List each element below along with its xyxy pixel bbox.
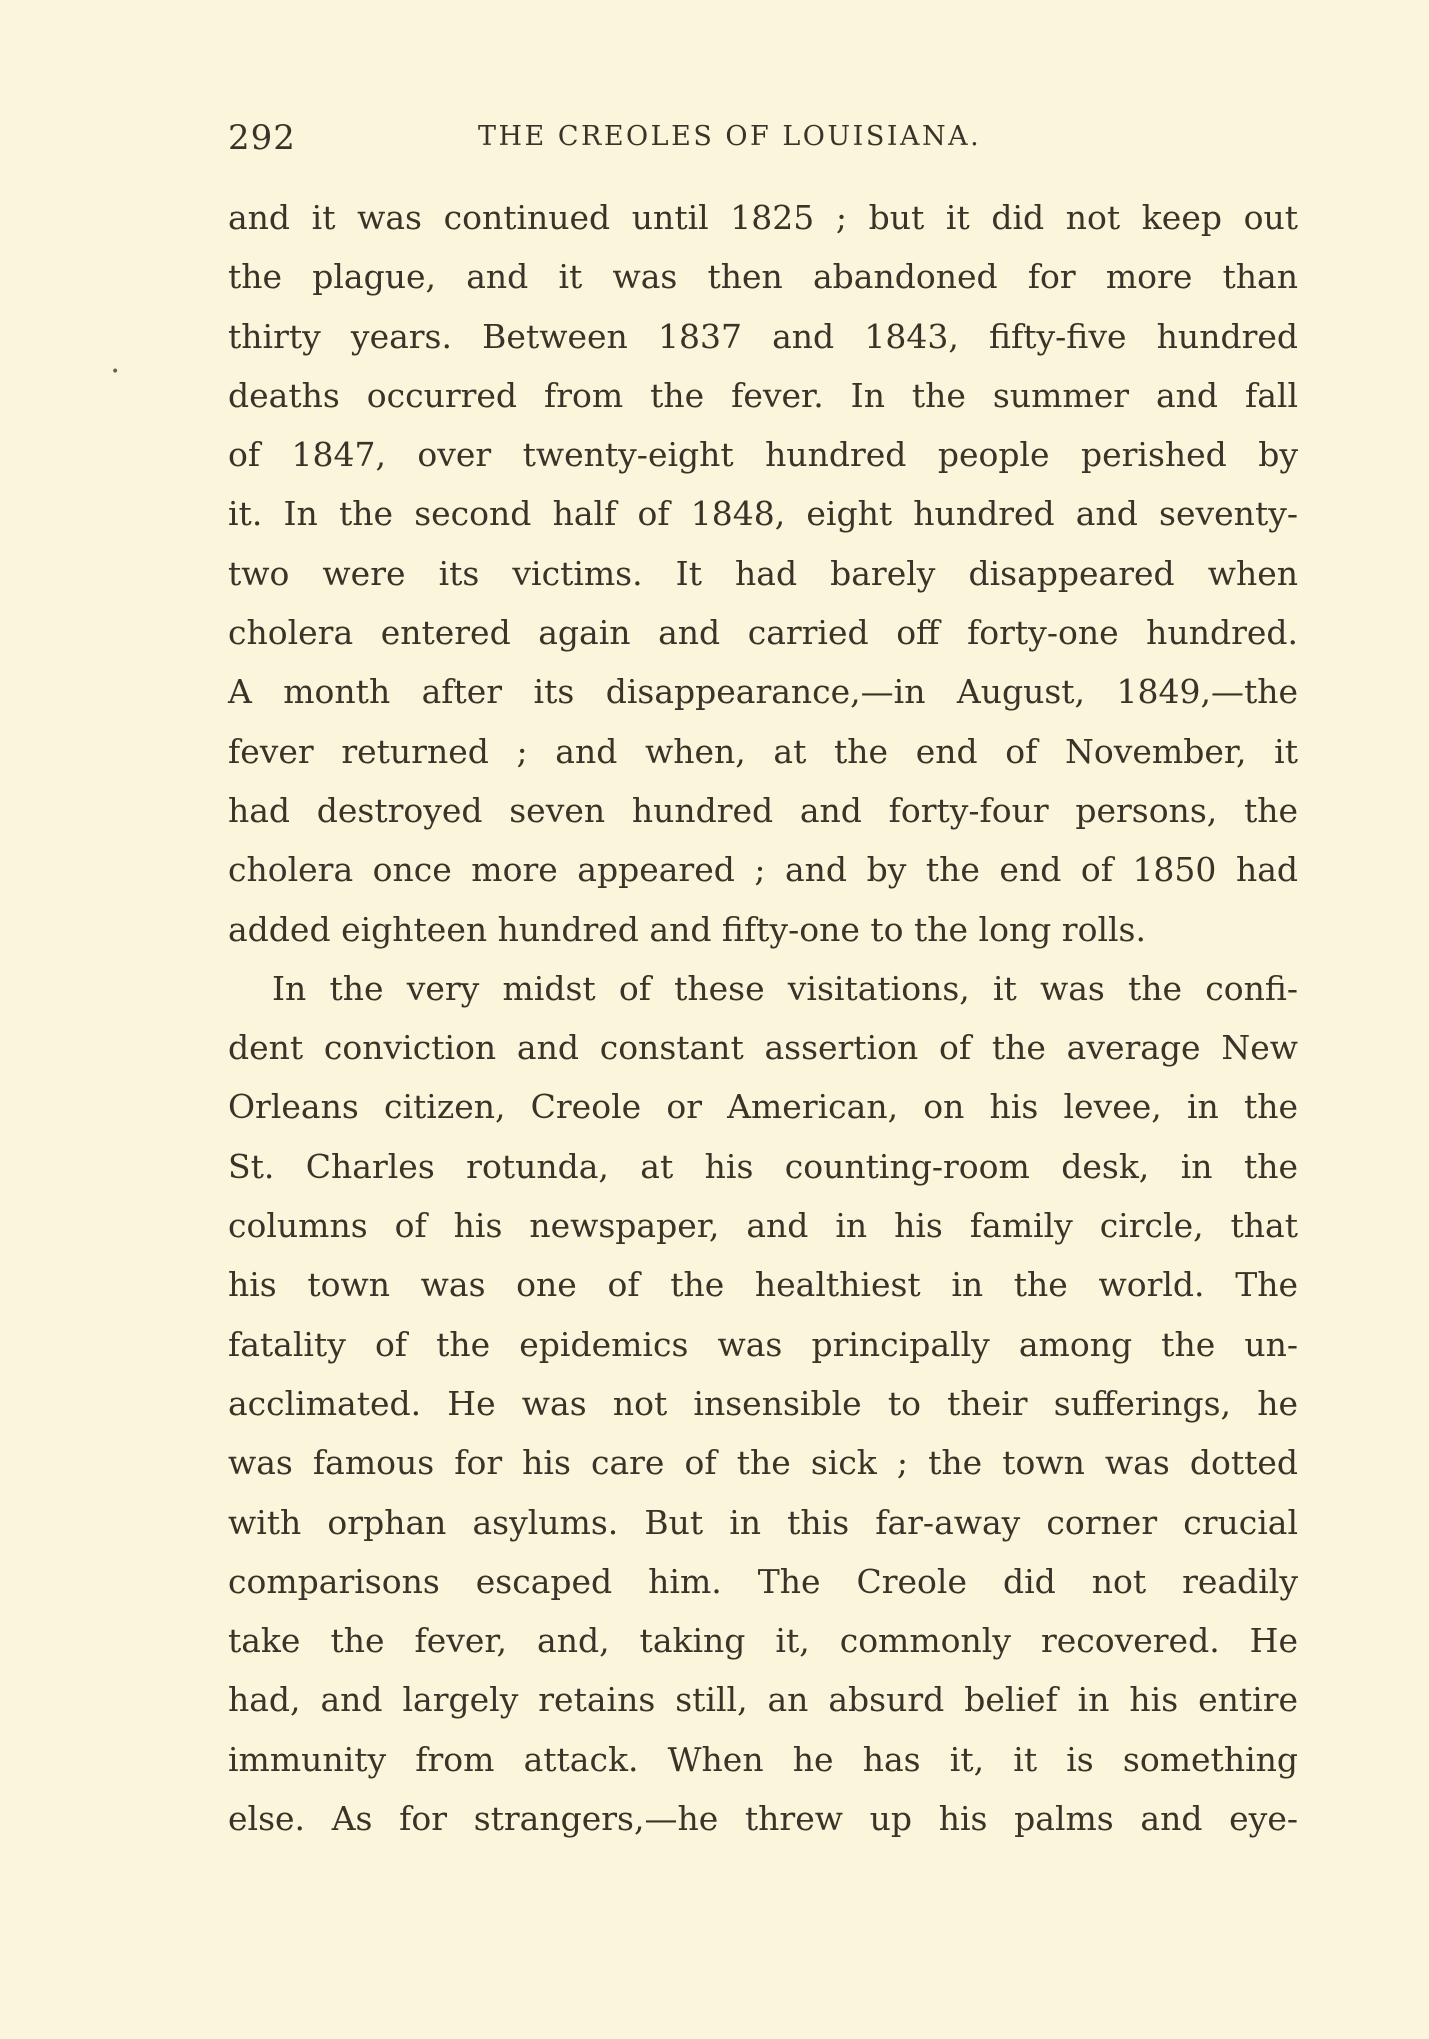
text-line: had destroyed seven hundred and forty-four persons, the [228,790,1298,830]
running-title: THE CREOLES OF LOUISIANA. [478,121,982,152]
text-line: Orleans citizen, Creole or American, on his levee, in the [228,1087,1298,1127]
text-line: acclimated. He was not insensible to their sufferings, he [228,1383,1298,1423]
text-line: thirty years. Between 1837 and 1843, fifty-five hundred [228,316,1298,356]
text-line: cholera entered again and carried off forty-one hundred. [228,613,1298,653]
text-line: was famous for his care of the sick ; the town was dotted [228,1443,1298,1483]
text-line: of 1847, over twenty-eight hundred people perished by [228,435,1298,475]
text-line: and it was continued until 1825 ; but it did not keep out [228,198,1298,237]
text-line: immunity from attack. When he has it, it is something [228,1739,1298,1779]
text-line: two were its victims. It had barely disappeared when [228,553,1298,593]
text-line: take the fever, and, taking it, commonly recovered. He [228,1621,1298,1661]
text-line: the plague, and it was then abandoned for more than [228,257,1298,297]
text-line: A month after its disappearance,—in August, 1849,—the [228,672,1298,712]
text-line: dent conviction and constant assertion of the average New [228,1028,1298,1068]
text-line: it. In the second half of 1848, eight hundred and seventy- [228,494,1298,534]
running-head [228,118,1298,162]
printing-speck: • [111,364,120,380]
text-line: with orphan asylums. But in this far-away corner crucial [228,1502,1298,1542]
text-line: comparisons escaped him. The Creole did not readily [228,1561,1298,1601]
body-text [228,188,1298,1848]
text-line: else. As for strangers,—he threw up his palms and eye- [228,1799,1298,1839]
text-line: added eighteen hundred and fifty-one to the long rolls. [228,909,1146,949]
text-line: had, and largely retains still, an absurd belief in his entire [228,1680,1298,1720]
text-line: St. Charles rotunda, at his counting-room desk, in the [228,1146,1298,1186]
text-line: fatality of the epidemics was principally among the un- [228,1324,1298,1364]
text-line: In the very midst of these visitations, it was the confi- [272,968,1298,1008]
text-line: columns of his newspaper, and in his family circle, that [228,1206,1298,1246]
page-number: 292 [228,118,296,158]
text-line: deaths occurred from the fever. In the summer and fall [228,375,1298,415]
text-line: his town was one of the healthiest in the world. The [228,1265,1298,1305]
text-line: fever returned ; and when, at the end of November, it [228,731,1298,771]
text-line: cholera once more appeared ; and by the end of 1850 had [228,850,1298,890]
